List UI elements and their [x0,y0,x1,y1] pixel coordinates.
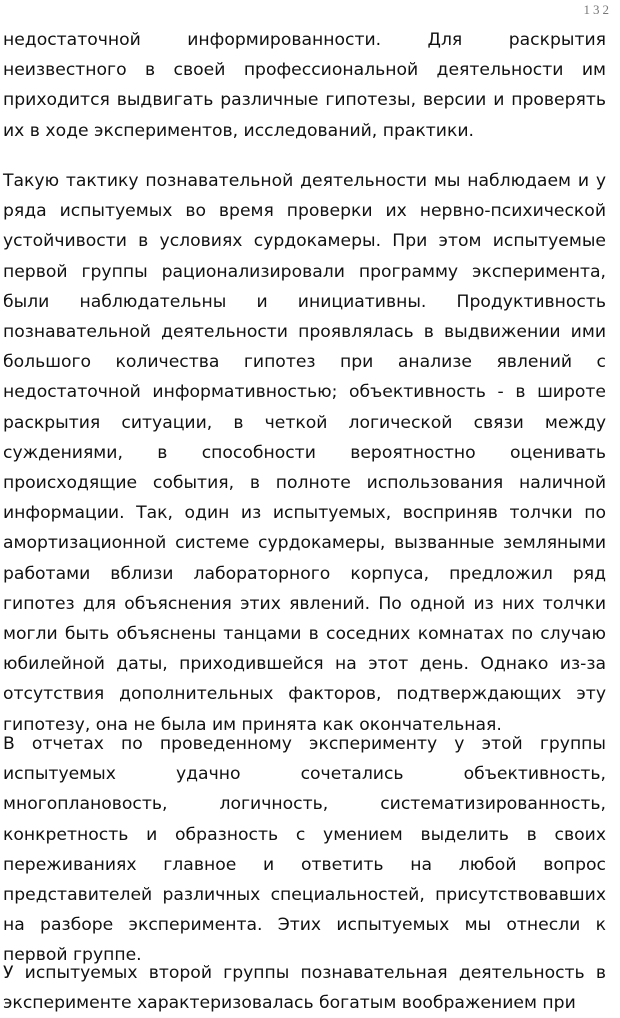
paragraph-2: Такую тактику познавательной деятельности мы наблюдаем и у ряда испытуемых во время проверки их нервно-психической устойчивости в условиях сурдокамеры. При этом испытуемые первой группы рационализировали программу эксперимента, были наблюдательны и инициативны. Продуктивность познавательной деятельности проявлялась в выдвижении ими большого количества гипотез при анализе явлений с недостаточной информативностью; объективность - в широте раскрытия ситуации, в четкой логической связи между суждениями, в способности вероятностно оценивать происходящие события, в полноте использования наличной информации. Так, один из испытуемых, восприняв толчки по амортизационной системе сурдокамеры, вызванные земляными работами вблизи лабораторного корпуса, предложил ряд гипотез для объяснения этих явлений. По одной из них толчки могли быть объяснены танцами в соседних комнатах по случаю юбилейной даты, приходившейся на этот день. Однако из-за отсутствия дополнительных факторов, подтверждающих эту гипотезу, она не была им принята как окончательная. [3,171,606,735]
page-number: 132 [583,2,612,17]
paragraph-3: В отчетах по проведенному эксперименту у этой группы испытуемых удачно сочетались объективность, многоплановость, логичность, систематизированность, конкретность и образность с умением выделить в своих переживаниях главное и ответить на любой вопрос представителей различных специальностей, присутствовавших на разборе эксперимента. Этих испытуемых мы отнесли к первой группе. [3,734,606,966]
paragraph-4: У испытуемых второй группы познавательная деятельность в эксперименте характеризовалась богатым воображением при [3,963,606,1014]
paragraph-1: недостаточной информированности. Для раскрытия неизвестного в своей профессиональной деятельности им приходится выдвигать различные гипотезы, версии и проверять их в ходе экспериментов, исследований, практики. [3,30,606,141]
